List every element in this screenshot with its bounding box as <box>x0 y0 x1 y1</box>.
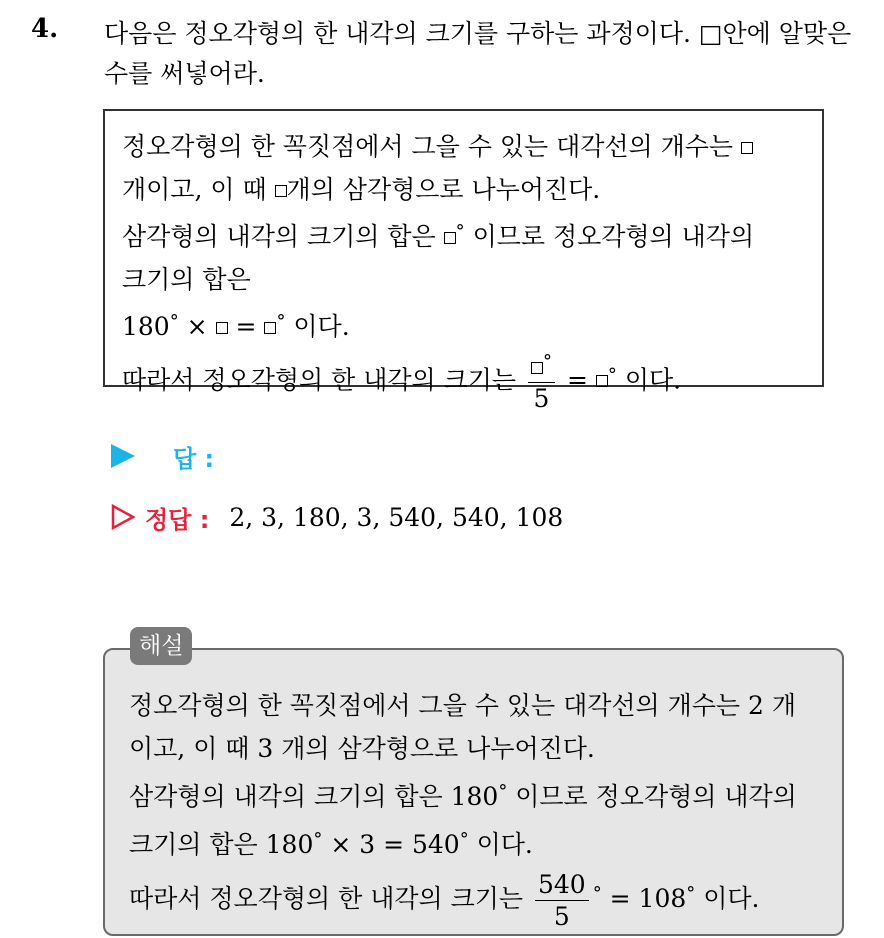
box-line-2: 개이고, 이 때 개의 삼각형으로 나누어진다. <box>122 174 601 204</box>
question-number: 4. <box>31 14 59 44</box>
blank-box <box>264 322 276 334</box>
blank-box <box>596 375 608 387</box>
solution-line-4: 크기의 합은 180° × 3 = 540° 이다. <box>129 829 533 859</box>
solution-tab: 해설 <box>130 627 192 665</box>
box-line-1: 정오각형의 한 꼭짓점에서 그을 수 있는 대각선의 개수는 <box>122 126 808 169</box>
question-text: 다음은 정오각형의 한 내각의 크기를 구하는 과정이다. □안에 알맞은 수를 써넣어라. <box>104 19 852 88</box>
answer-label: 답 : <box>173 444 215 473</box>
solution-line-2: 이고, 이 때 3 개의 삼각형으로 나누어진다. <box>129 734 595 763</box>
problem-box <box>103 109 824 413</box>
solution-box <box>103 648 844 936</box>
answer-row <box>111 441 214 471</box>
box-line-4: 크기의 합은 <box>122 264 251 294</box>
blank-box <box>531 362 543 374</box>
solution-line-3: 삼각형의 내각의 크기의 합은 180° 이므로 정오각형의 내각의 <box>129 781 797 811</box>
fraction: $\frac{^\circ}{5}$ <box>528 353 555 411</box>
correct-answer-value: 2, 3, 180, 3, 540, 540, 108 <box>229 502 564 532</box>
play-icon <box>111 444 135 468</box>
blank-box <box>275 185 287 197</box>
solution-line-5: 따라서 정오각형의 한 내각의 크기는 $\frac{540}{5}$ ° = 108° 이다. <box>129 870 760 931</box>
play-outline-icon <box>111 504 135 530</box>
box-line-5: 180° × = ° 이다. <box>122 311 350 341</box>
correct-answer-label: 정답 : <box>145 505 210 534</box>
solution-line-1: 정오각형의 한 꼭짓점에서 그을 수 있는 대각선의 개수는 2 개 <box>129 691 797 720</box>
fraction: $\frac{540}{5}$ <box>535 872 589 929</box>
blank-box <box>741 142 753 154</box>
blank-box <box>444 232 456 244</box>
box-line-6: 따라서 정오각형의 한 내각의 크기는 $\frac{^\circ}{5}$ = ° 이다. <box>122 350 682 413</box>
blank-box <box>216 322 228 334</box>
correct-answer-row <box>111 500 563 534</box>
box-line-3: 삼각형의 내각의 크기의 합은 ° 이므로 정오각형의 내각의 <box>122 221 755 251</box>
